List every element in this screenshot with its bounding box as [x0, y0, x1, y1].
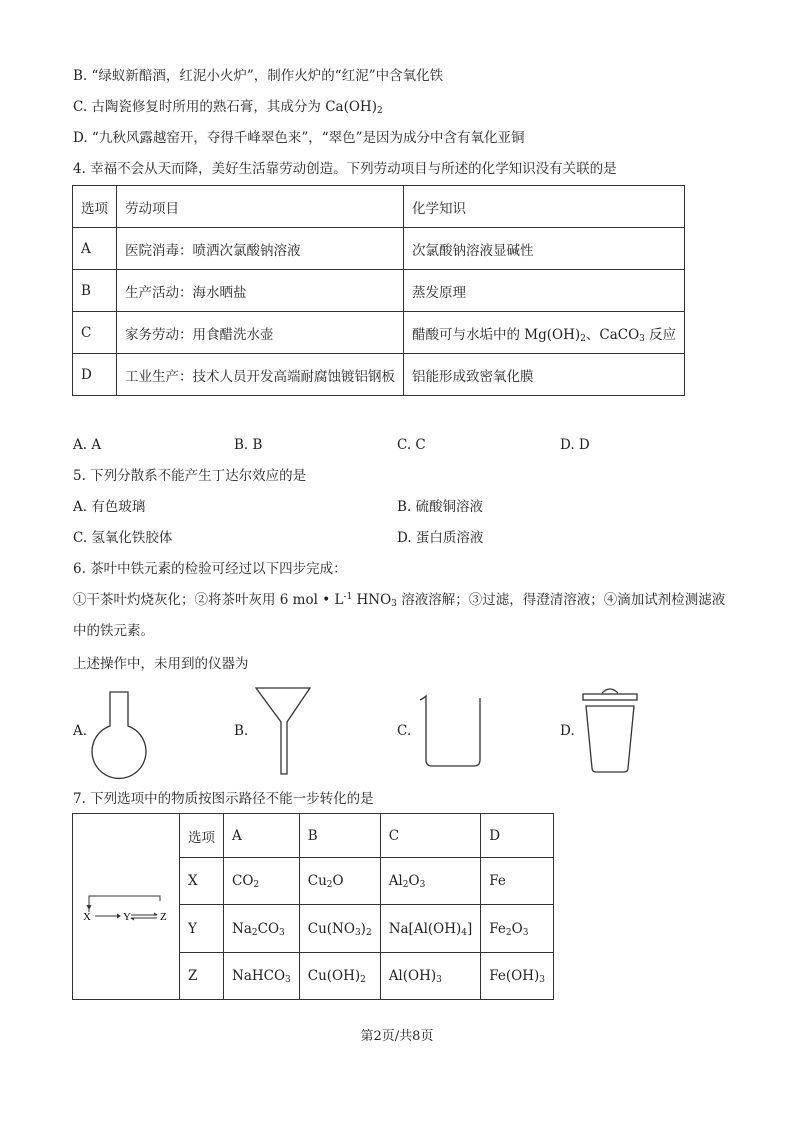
- table-cell: Fe: [481, 858, 554, 905]
- q5-option-d: D. 蛋白质溶液: [397, 530, 484, 546]
- conversion-path-diagram: [73, 885, 179, 925]
- table-cell: B: [73, 270, 117, 312]
- table-row: [73, 270, 685, 312]
- table-row: [73, 228, 685, 270]
- table-header-cell: B: [299, 814, 380, 858]
- table-cell: $CO_2$: [224, 858, 300, 905]
- table-header-cell: 选项: [180, 814, 224, 858]
- q4-answer-d: D. D: [560, 437, 590, 453]
- diagram-label-y: Y: [123, 910, 131, 923]
- table-cell: 家务劳动：用食醋洗水壶: [117, 312, 404, 354]
- table-header-cell: A: [224, 814, 300, 858]
- q6-label-a: A.: [73, 723, 88, 739]
- q4-table: [72, 185, 685, 396]
- table-cell: A: [73, 228, 117, 270]
- q4-answer-b: B. B: [234, 437, 263, 453]
- q4-stem: 4. 幸福不会从天而降，美好生活靠劳动创造。下列劳动项目与所述的化学知识没有关联的是: [73, 161, 617, 177]
- q3-option-c: C. 古陶瓷修复时所用的熟石膏，其成分为 $Ca(OH)_2$: [73, 99, 383, 116]
- q7-stem: 7. 下列选项中的物质按图示路径不能一步转化的是: [73, 791, 374, 807]
- table-cell: 醋酸可与水垢中的 $Mg(OH)_2$、CaCO$_3$ 反应: [404, 312, 685, 354]
- q5-option-c: C. 氢氧化铁胶体: [73, 530, 173, 546]
- q4-answer-a: A. A: [73, 437, 102, 453]
- q5-stem: 5. 下列分散系不能产生丁达尔效应的是: [73, 468, 307, 484]
- table-cell: Z: [180, 953, 224, 1000]
- q5-option-b: B. 硫酸铜溶液: [397, 499, 484, 515]
- table-cell: $Al(OH)_3$: [380, 953, 481, 1000]
- q6-stem: 6. 茶叶中铁元素的检验可经过以下四步完成：: [73, 561, 347, 577]
- beaker-icon: [418, 694, 482, 770]
- q6-label-c: C.: [397, 723, 412, 739]
- table-cell: $Fe(OH)_3$: [481, 953, 554, 1000]
- table-cell: 铝能形成致密氧化膜: [404, 354, 685, 396]
- table-cell: NaHCO$_3$: [224, 953, 300, 1000]
- diagram-label-z: Z: [160, 910, 167, 923]
- table-cell: $Na_2CO_3$: [224, 905, 300, 953]
- table-cell: $Cu_2O$: [299, 858, 380, 905]
- table-header-cell: 劳动项目: [117, 186, 404, 228]
- table-cell: C: [73, 312, 117, 354]
- table-cell: D: [73, 354, 117, 396]
- table-header-cell: C: [380, 814, 481, 858]
- table-cell: $Cu(NO_3)_2$: [299, 905, 380, 953]
- funnel-icon: [254, 686, 314, 778]
- q3-option-d: D. “九秋风露越窑开，夺得千峰翠色来”，“翠色”是因为成分中含有氧化亚铜: [73, 130, 525, 146]
- table-row: [73, 814, 554, 858]
- table-row: [73, 312, 685, 354]
- table-cell: $Fe_2O_3$: [481, 905, 554, 953]
- table-cell: 次氯酸钠溶液显碱性: [404, 228, 685, 270]
- table-cell: Y: [180, 905, 224, 953]
- q6-procedure: ①干茶叶灼烧灰化；②将茶叶灰用 6 mol • $L^{-1}$ $HNO_3$ 溶液溶解；③过滤，得澄清溶液；④滴加试剂检测滤液: [73, 592, 726, 609]
- page-footer: 第2页/共8页: [360, 1029, 434, 1044]
- round-bottom-flask-icon: [92, 690, 162, 780]
- table-header-cell: 化学知识: [404, 186, 685, 228]
- q6-label-b: B.: [234, 723, 249, 739]
- q5-option-a: A. 有色玻璃: [73, 499, 146, 515]
- q6-question: 上述操作中，未用到的仪器为: [73, 656, 249, 672]
- table-cell: $Cu(OH)_2$: [299, 953, 380, 1000]
- q6-label-d: D.: [560, 723, 575, 739]
- table-header-cell: 选项: [73, 186, 117, 228]
- diagram-label-x: X: [83, 910, 91, 923]
- q4-answer-c: C. C: [397, 437, 426, 453]
- table-cell: 生产活动：海水晒盐: [117, 270, 404, 312]
- table-header-cell: D: [481, 814, 554, 858]
- conversion-diagram-cell: [73, 814, 180, 1000]
- q3-option-b: B. “绿蚁新醅酒，红泥小火炉”，制作火炉的“红泥”中含氧化铁: [73, 68, 444, 84]
- crucible-with-lid-icon: [580, 686, 642, 776]
- table-cell: 工业生产：技术人员开发高端耐腐蚀镀铝钢板: [117, 354, 404, 396]
- table-cell: X: [180, 858, 224, 905]
- table-cell: $Na[Al(OH)_4]$: [380, 905, 481, 953]
- table-row: [73, 186, 685, 228]
- q6-procedure-cont: 中的铁元素。: [73, 623, 154, 639]
- table-cell: 蒸发原理: [404, 270, 685, 312]
- table-row: [73, 354, 685, 396]
- table-cell: $Al_2O_3$: [380, 858, 481, 905]
- q7-table: [72, 813, 554, 1000]
- table-cell: 医院消毒：喷洒次氯酸钠溶液: [117, 228, 404, 270]
